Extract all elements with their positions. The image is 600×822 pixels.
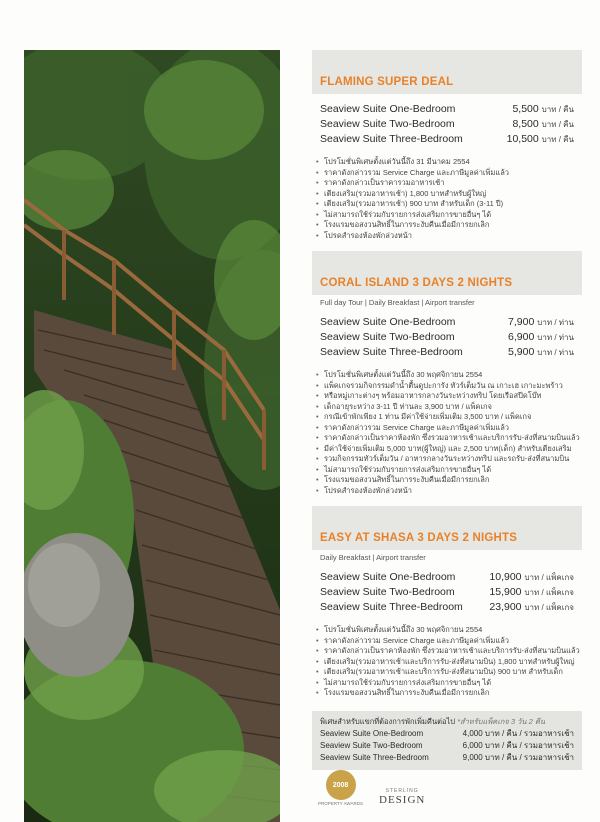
term-item: • หรือหมู่เกาะต่างๆ พร้อมอาหารกลางวันระหว่างทริป โดยเรือสปีดโบ๊ท <box>316 391 582 402</box>
term-item: • เด็กอายุระหว่าง 3-11 ปี ท่านละ 3,900 บาท / แพ็คเกจ <box>316 402 582 413</box>
term-item: • ราคาดังกล่าวเป็นราคาห้องพัก ซึ่งรวมอาหารเช้าและบริการรับ-ส่งที่สนามบินแล้ว <box>316 433 582 444</box>
price-row <box>320 117 574 132</box>
section-title: EASY AT SHASA 3 DAYS 2 NIGHTS <box>320 532 518 544</box>
price-row <box>320 102 574 117</box>
term-item: • เตียงเสริม(รวมอาหารเช้าและบริการรับ-ส่งที่สนามบิน) 900 บาท สำหรับเด็ก <box>316 667 582 678</box>
room-name: Seaview Suite One-Bedroom <box>320 728 424 738</box>
term-item: • เตียงเสริม(รวมอาหารเช้า) 1,800 บาทสำหรับผู้ใหญ่ <box>316 189 582 200</box>
room-name: Seaview Suite Three-Bedroom <box>320 601 463 613</box>
price-row <box>320 345 574 360</box>
price-row <box>320 330 574 345</box>
term-item: • โปรดสำรองห้องพักล่วงหน้า <box>316 231 582 242</box>
term-item: • ราคาดังกล่าวรวม Service Charge และภาษีมูลค่าเพิ่มแล้ว <box>316 636 582 647</box>
term-item: • กรณีเข้าพักเพียง 1 ท่าน มีค่าใช้จ่ายเพิ่มเติม 3,500 บาท / แพ็คเกจ <box>316 412 582 423</box>
room-name: Seaview Suite Two-Bedroom <box>320 118 455 130</box>
stairway-photo <box>24 50 280 822</box>
stairway-illustration <box>24 50 280 822</box>
section-subtitle: Daily Breakfast | Airport transfer <box>320 553 426 562</box>
room-name: Seaview Suite One-Bedroom <box>320 571 456 583</box>
room-price: 6,000 บาท / คืน / รวมอาหารเช้า <box>462 740 574 750</box>
terms-list <box>312 370 582 496</box>
section-title: FLAMING SUPER DEAL <box>320 76 454 88</box>
section-header <box>312 50 582 94</box>
term-item: • ราคาดังกล่าวรวม Service Charge และภาษีมูลค่าเพิ่มแล้ว <box>316 168 582 179</box>
term-item: • แพ็คเกจรวมกิจกรรมดำน้ำตื้นดูปะการัง ทัวร์เต็มวัน ณ เกาะเฮ เกาะมะพร้าว <box>316 381 582 392</box>
room-price: 15,900 บาท / แพ็คเกจ <box>489 586 574 598</box>
extra-night-box <box>312 711 582 770</box>
price-list <box>312 94 582 147</box>
room-price: 10,500 บาท / คืน <box>506 133 574 145</box>
room-name: Seaview Suite Three-Bedroom <box>320 346 463 358</box>
room-price: 23,900 บาท / แพ็คเกจ <box>489 601 574 613</box>
extra-night-row <box>320 740 574 752</box>
promotions-column <box>312 50 582 770</box>
room-name: Seaview Suite One-Bedroom <box>320 316 456 328</box>
room-name: Seaview Suite Two-Bedroom <box>320 586 455 598</box>
room-price: 6,900 บาท / ท่าน <box>508 331 574 343</box>
promo-flaming-super-deal <box>312 50 582 241</box>
property-award-logo: 2008 PROPERTY AWARDS <box>318 770 363 806</box>
extra-night-title: พิเศษสำหรับแขกที่ต้องการพักเพิ่มคืนต่อไป *สำหรับแพ็คเกจ 3 วัน 2 คืน <box>320 716 545 726</box>
term-item: • โปรโมชั่นพิเศษตั้งแต่วันนี้ถึง 31 มีนาคม 2554 <box>316 157 582 168</box>
term-item: • ไม่สามารถใช้ร่วมกับรายการส่งเสริมการขายอื่นๆ ได้ <box>316 465 582 476</box>
term-item: • ราคาดังกล่าวรวม Service Charge และภาษีมูลค่าเพิ่มแล้ว <box>316 423 582 434</box>
term-item: • ราคาดังกล่าวเป็นราคาห้องพัก ซึ่งรวมอาหารเช้าและบริการรับ-ส่งที่สนามบินแล้ว <box>316 646 582 657</box>
room-price: 4,000 บาท / คืน / รวมอาหารเช้า <box>462 728 574 738</box>
term-item: • โรงแรมขอสงวนสิทธิ์ในการระงับคืนเมื่อมีการยกเลิก <box>316 220 582 231</box>
section-subtitle: Full day Tour | Daily Breakfast | Airport transfer <box>320 298 475 307</box>
section-header <box>312 506 582 550</box>
price-row <box>320 600 574 615</box>
section-header <box>312 251 582 295</box>
promo-easy-at-shasa <box>312 506 582 770</box>
room-price: 8,500 บาท / คืน <box>512 118 574 130</box>
extra-night-row <box>320 728 574 740</box>
room-name: Seaview Suite Two-Bedroom <box>320 740 423 750</box>
room-price: 5,500 บาท / คืน <box>512 103 574 115</box>
term-item: • ไม่สามารถใช้ร่วมกับรายการส่งเสริมการขายอื่นๆ ได้ <box>316 210 582 221</box>
terms-list <box>312 625 582 699</box>
term-item: • เตียงเสริม(รวมอาหารเช้าและบริการรับ-ส่งที่สนามบิน) 1,800 บาทสำหรับผู้ใหญ่ <box>316 657 582 668</box>
price-row <box>320 132 574 147</box>
award-logos <box>318 770 425 806</box>
term-item: • ไม่สามารถใช้ร่วมกับรายการส่งเสริมการขายอื่นๆ ได้ <box>316 678 582 689</box>
term-item: • โรงแรมขอสงวนสิทธิ์ในการระงับคืนเมื่อมีการยกเลิก <box>316 475 582 486</box>
term-item: • โรงแรมขอสงวนสิทธิ์ในการระงับคืนเมื่อมีการยกเลิก <box>316 688 582 699</box>
award-emblem: 2008 <box>326 770 356 800</box>
room-price: 10,900 บาท / แพ็คเกจ <box>489 571 574 583</box>
price-list <box>312 307 582 360</box>
extra-night-row <box>320 752 574 764</box>
term-item: • โปรดสำรองห้องพักล่วงหน้า <box>316 486 582 497</box>
room-name: Seaview Suite Three-Bedroom <box>320 133 463 145</box>
price-row <box>320 315 574 330</box>
room-price: 5,900 บาท / ท่าน <box>508 346 574 358</box>
sterling-design-logo: STERLING DESIGN <box>379 788 426 806</box>
terms-list <box>312 157 582 241</box>
room-name: Seaview Suite Three-Bedroom <box>320 752 429 762</box>
price-row <box>320 585 574 600</box>
term-item: • รวมกิจกรรมทัวร์เต็มวัน / อาหารกลางวันระหว่างทริป และรถรับ-ส่งที่สนามบิน <box>316 454 582 465</box>
term-item: • โปรโมชั่นพิเศษตั้งแต่วันนี้ถึง 30 พฤศจิกายน 2554 <box>316 370 582 381</box>
term-item: • โปรโมชั่นพิเศษตั้งแต่วันนี้ถึง 30 พฤศจิกายน 2554 <box>316 625 582 636</box>
promo-coral-island <box>312 251 582 496</box>
room-name: Seaview Suite Two-Bedroom <box>320 331 455 343</box>
price-row <box>320 570 574 585</box>
room-price: 9,000 บาท / คืน / รวมอาหารเช้า <box>462 752 574 762</box>
room-price: 7,900 บาท / ท่าน <box>508 316 574 328</box>
section-title: CORAL ISLAND 3 DAYS 2 NIGHTS <box>320 277 513 289</box>
term-item: • เตียงเสริม(รวมอาหารเช้า) 900 บาท สำหรับเด็ก (3-11 ปี) <box>316 199 582 210</box>
term-item: • มีค่าใช้จ่ายเพิ่มเติม 5,000 บาท(ผู้ใหญ่) และ 2,500 บาท(เด็ก) สำหรับเตียงเสริม <box>316 444 582 455</box>
price-list <box>312 562 582 615</box>
term-item: • ราคาดังกล่าวเป็นราคารวมอาหารเช้า <box>316 178 582 189</box>
room-name: Seaview Suite One-Bedroom <box>320 103 456 115</box>
